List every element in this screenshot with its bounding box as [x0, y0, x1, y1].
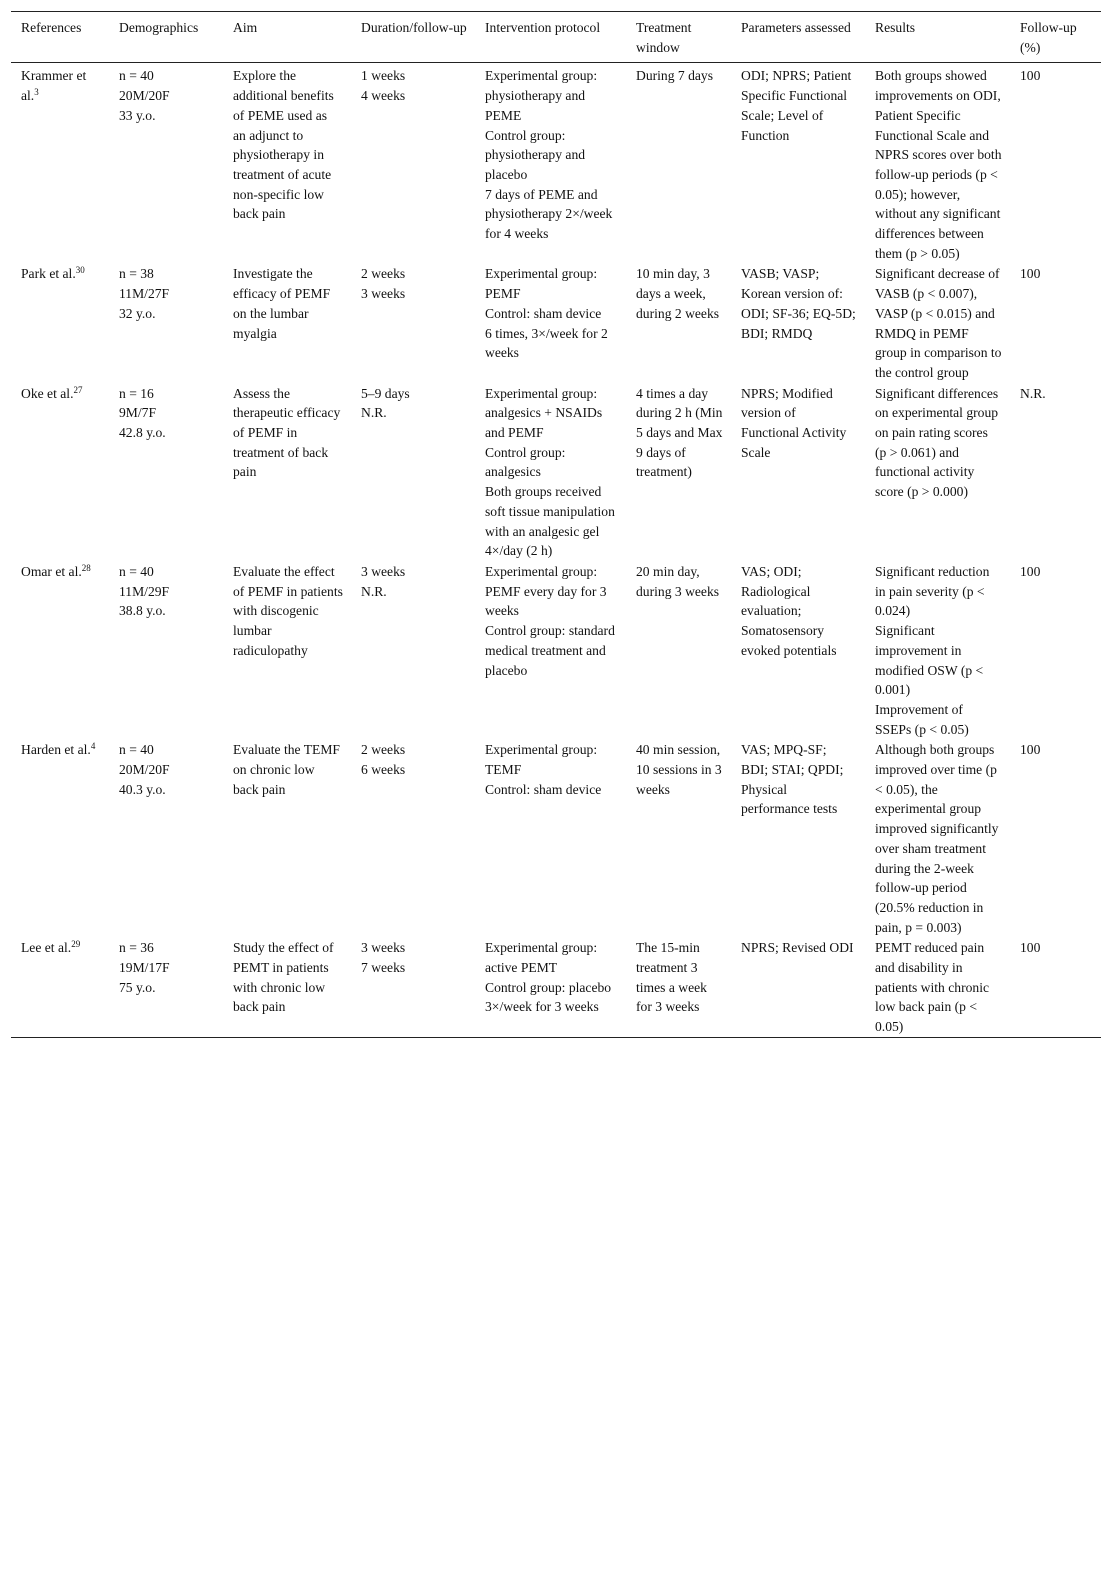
cell-followup: 100 [1020, 266, 1041, 282]
table-row [11, 561, 1101, 739]
cell-aim: Evaluate the effect of PEMF in patients with discogenic lumbar radiculopathy [233, 563, 343, 658]
cell-followup: 100 [1020, 940, 1041, 956]
reference-author: Krammer et al. [21, 68, 87, 104]
reference-author: Park et al. [21, 266, 76, 282]
cell-duration: 2 weeks 6 weeks [361, 742, 406, 778]
cell-treatment-window: 20 min day, during 3 weeks [636, 563, 720, 599]
header-parameters: Parameters assessed [741, 20, 851, 35]
header-aim: Aim [233, 20, 258, 35]
cell-reference [11, 63, 109, 264]
header-results: Results [875, 20, 916, 35]
cell-results: Significant differences on experimental group on pain rating scores (p > 0.061) and functional activity score (p > 0.000) [875, 385, 999, 500]
cell-intervention: Experimental group: analgesics + NSAIDs and PEMF Control group: analgesics Both groups received soft tissue manipulation with an analgesic gel 4×/day (2 h) [485, 385, 615, 559]
cell-reference [11, 383, 109, 561]
cell-aim: Evaluate the TEMF on chronic low back pain [233, 742, 340, 797]
cell-reference [11, 739, 109, 937]
cell-parameters: VASB; VASP; Korean version of: ODI; SF-36; EQ-5D; BDI; RMDQ [741, 266, 856, 341]
reference-number: 30 [75, 265, 85, 276]
cell-demographics: n = 16 9M/7F 42.8 y.o. [119, 385, 166, 441]
cell-duration: 1 weeks 4 weeks [361, 68, 406, 104]
table-header-row [11, 12, 1101, 63]
reference-author: Lee et al. [21, 940, 72, 956]
cell-reference [11, 561, 109, 739]
header-followup: Follow-up (%) [1020, 20, 1077, 55]
studies-table [11, 11, 1101, 1038]
reference-author: Harden et al. [21, 742, 91, 758]
cell-results: Significant decrease of VASB (p < 0.007), VASP (p < 0.015) and RMDQ in PEMF group in comparison to the control group [875, 266, 1002, 380]
cell-intervention: Experimental group: PEMF every day for 3 weeks Control group: standard medical treatment and placebo [485, 563, 615, 678]
reference-number: 3 [34, 87, 39, 98]
cell-demographics: n = 36 19M/17F 75 y.o. [119, 940, 170, 995]
table-row [11, 937, 1101, 1037]
header-demographics: Demographics [119, 20, 199, 35]
header-intervention: Intervention protocol [485, 20, 601, 35]
cell-followup: 100 [1020, 742, 1041, 758]
cell-aim: Explore the additional benefits of PEME used as an adjunct to physiotherapy in treatment of acute non-specific low back pain [233, 68, 334, 222]
reference-number: 28 [81, 562, 91, 573]
reference-author: Omar et al. [21, 563, 82, 579]
cell-demographics: n = 40 20M/20F 33 y.o. [119, 68, 170, 123]
cell-parameters: NPRS; Revised ODI [741, 940, 854, 956]
reference-number: 4 [90, 741, 96, 752]
cell-results: PEMT reduced pain and disability in patients with chronic low back pain (p < 0.05) [875, 940, 990, 1035]
cell-duration: 3 weeks 7 weeks [361, 940, 406, 976]
cell-parameters: VAS; MPQ-SF; BDI; STAI; QPDI; Physical performance tests [741, 742, 844, 817]
cell-intervention: Experimental group: TEMF Control: sham device [485, 742, 602, 797]
cell-duration: 2 weeks 3 weeks [361, 266, 406, 302]
cell-parameters: VAS; ODI; Radiological evaluation; Somatosensory evoked potentials [741, 563, 837, 658]
cell-intervention: Experimental group: active PEMT Control group: placebo 3×/week for 3 weeks [485, 940, 612, 1015]
cell-results: Both groups showed improvements on ODI, Patient Specific Functional Scale and NPRS scores over both follow-up periods (p < 0.05); however, without any significant differences between them (p > 0.05) [875, 68, 1002, 261]
table-row [11, 263, 1101, 382]
cell-aim: Study the effect of PEMT in patients with chronic low back pain [233, 940, 334, 1015]
cell-results: Significant reduction in pain severity (p < 0.024) Significant improvement in modified OSW (p < 0.001) Improvement of SSEPs (p < 0.05) [875, 563, 990, 737]
cell-treatment-window: 40 min session, 10 sessions in 3 weeks [636, 742, 722, 797]
cell-intervention: Experimental group: physiotherapy and PEME Control group: physiotherapy and placebo 7 days of PEME and physiotherapy 2×/week for 4 weeks [485, 68, 613, 242]
header-treatment-window: Treatment window [636, 20, 692, 55]
header-references: References [21, 20, 82, 35]
cell-reference [11, 937, 109, 1037]
header-duration: Duration/follow-up [361, 20, 467, 35]
cell-treatment-window: 10 min day, 3 days a week, during 2 weeks [636, 266, 720, 321]
cell-reference [11, 263, 109, 382]
reference-author: Oke et al. [21, 385, 74, 401]
reference-number: 27 [73, 384, 83, 395]
cell-demographics: n = 40 20M/20F 40.3 y.o. [119, 742, 170, 797]
cell-followup: 100 [1020, 563, 1041, 579]
cell-demographics: n = 38 11M/27F 32 y.o. [119, 266, 170, 321]
cell-treatment-window: During 7 days [636, 68, 714, 84]
cell-demographics: n = 40 11M/29F 38.8 y.o. [119, 563, 170, 619]
cell-followup: N.R. [1020, 385, 1046, 401]
cell-aim: Assess the therapeutic efficacy of PEMF in treatment of back pain [233, 385, 341, 480]
cell-aim: Investigate the efficacy of PEMF on the lumbar myalgia [233, 266, 331, 341]
cell-results: Although both groups improved over time (p < 0.05), the experimental group improved significantly over sham treatment during the 2-week follow-up period (20.5% reduction in pain, p = 0.003) [875, 742, 999, 935]
cell-duration: 5–9 days N.R. [361, 385, 410, 421]
cell-treatment-window: 4 times a day during 2 h (Min 5 days and Max 9 days of treatment) [636, 385, 723, 480]
table-row [11, 63, 1101, 264]
cell-duration: 3 weeks N.R. [361, 563, 406, 599]
reference-number: 29 [71, 939, 81, 950]
table-row [11, 739, 1101, 937]
cell-followup: 100 [1020, 68, 1041, 84]
table-row [11, 383, 1101, 561]
cell-parameters: ODI; NPRS; Patient Specific Functional Scale; Level of Function [741, 68, 852, 143]
cell-parameters: NPRS; Modified version of Functional Activity Scale [741, 385, 847, 460]
cell-intervention: Experimental group: PEMF Control: sham device 6 times, 3×/week for 2 weeks [485, 266, 608, 361]
cell-treatment-window: The 15-min treatment 3 times a week for 3 weeks [636, 940, 707, 1015]
